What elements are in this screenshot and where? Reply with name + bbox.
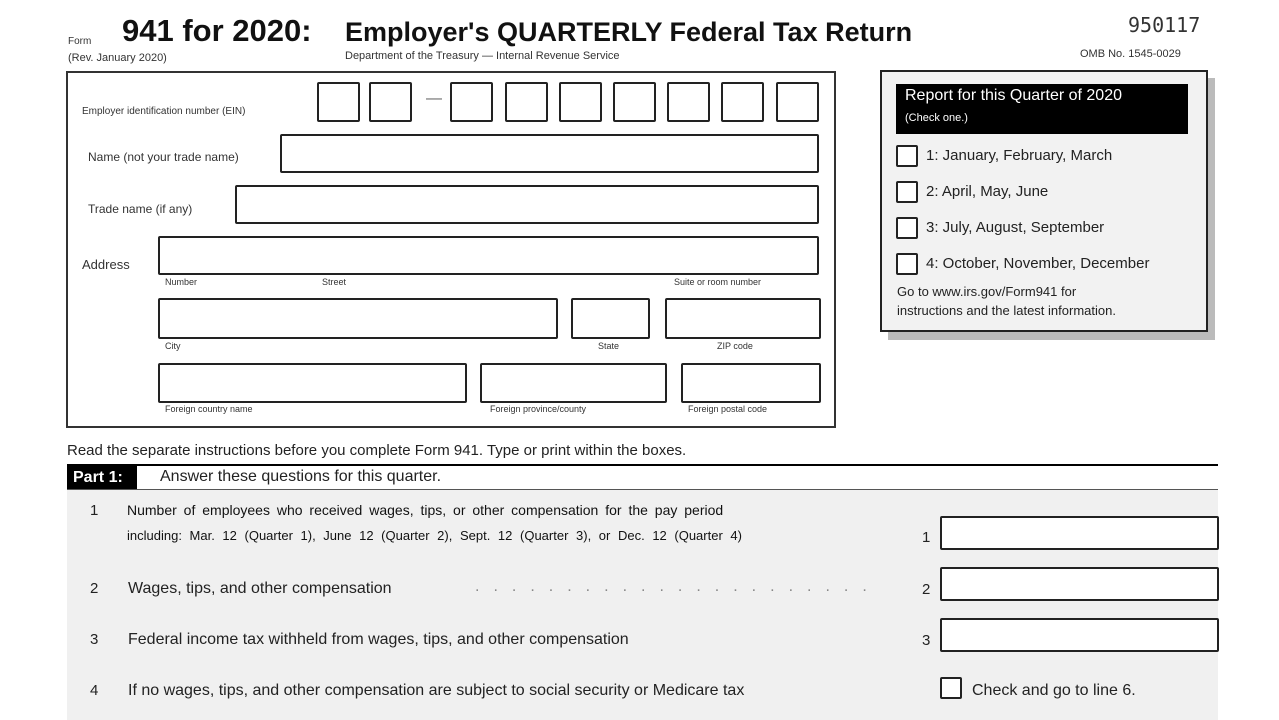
ein-label: Employer identification number (EIN) [82,106,246,117]
quarter-4-label: 4: October, November, December [926,255,1150,272]
line-3-text: Federal income tax withheld from wages, tips, and other compensation [128,631,629,648]
line-2-text: Wages, tips, and other compensation [128,580,392,597]
foreign-postal-label: Foreign postal code [688,404,768,414]
department: Department of the Treasury — Internal Revenue Service [345,50,620,62]
line-2-number: 2 [90,580,99,597]
ein-digit-4[interactable] [505,82,548,122]
ein-digit-8[interactable] [721,82,764,122]
line-1-text-2: including: Mar. 12 (Quarter 1), June 12 (Quarter 2), Sept. 12 (Quarter 3), or Dec. 12 (Quarter 4) [127,528,742,543]
quarter-note-1: Go to www.irs.gov/Form941 for [897,284,1077,299]
line-3-input[interactable] [940,618,1219,652]
name-input[interactable] [280,134,819,173]
number-label: Number [165,277,198,287]
quarter-3-checkbox[interactable] [896,217,918,239]
state-input[interactable] [571,298,650,339]
form-title: Employer's QUARTERLY Federal Tax Return [345,17,913,47]
quarter-2-checkbox[interactable] [896,181,918,203]
trade-name-label: Trade name (if any) [88,202,193,216]
quarter-1-label: 1: January, February, March [926,147,1113,164]
ein-digit-1[interactable] [317,82,360,122]
foreign-country-label: Foreign country name [165,404,253,414]
form-number: 941 for 2020: [122,13,312,48]
ein-digit-6[interactable] [613,82,656,122]
city-label: City [165,341,181,351]
line-4-check-label: Check and go to line 6. [972,682,1136,699]
line-3-number: 3 [90,631,99,648]
quarter-2-label: 2: April, May, June [926,183,1049,200]
line-3-ref: 3 [922,632,931,649]
line-1-number: 1 [90,502,99,519]
form-code: 950117 [1128,13,1201,37]
line-2-ref: 2 [922,581,931,598]
part1-top-rule [67,464,1218,466]
name-label: Name (not your trade name) [88,150,239,164]
ein-digit-2[interactable] [369,82,412,122]
quarter-note-2: instructions and the latest information. [897,303,1116,318]
zip-label: ZIP code [717,341,753,351]
quarter-subtitle: (Check one.) [905,112,968,124]
ein-dash: — [426,90,442,107]
address-label: Address [82,257,130,272]
suite-label: Suite or room number [674,277,762,287]
line-1-text-1: Number of employees who received wages, tips, or other compensation for the pay period [127,502,724,518]
foreign-province-label: Foreign province/county [490,404,587,414]
quarter-4-checkbox[interactable] [896,253,918,275]
ein-digit-5[interactable] [559,82,602,122]
city-input[interactable] [158,298,558,339]
state-label: State [598,341,620,351]
line-4-checkbox[interactable] [940,677,962,699]
ein-digit-3[interactable] [450,82,493,122]
foreign-province-input[interactable] [480,363,667,403]
line-4-number: 4 [90,682,99,699]
instructions-text: Read the separate instructions before you complete Form 941. Type or print within the boxes. [67,442,687,459]
street-address-input[interactable] [158,236,819,275]
ein-digit-9[interactable] [776,82,819,122]
form-word: Form [68,36,92,47]
foreign-postal-input[interactable] [681,363,821,403]
line-2-input[interactable] [940,567,1219,601]
ein-digit-7[interactable] [667,82,710,122]
line-2-leader: ...................... [475,578,881,595]
line-1-input[interactable] [940,516,1219,550]
quarter-1-checkbox[interactable] [896,145,918,167]
trade-name-input[interactable] [235,185,819,224]
quarter-3-label: 3: July, August, September [926,219,1105,236]
zip-input[interactable] [665,298,821,339]
street-label: Street [322,277,347,287]
foreign-country-input[interactable] [158,363,467,403]
line-1-ref: 1 [922,529,931,546]
line-4-text: If no wages, tips, and other compensation are subject to social security or Medicare tax [128,682,745,699]
omb-number: OMB No. 1545-0029 [1080,48,1181,60]
quarter-title: Report for this Quarter of 2020 [905,87,1122,104]
revision: (Rev. January 2020) [68,52,167,64]
part1-title: Answer these questions for this quarter. [160,468,442,485]
part1-label: Part 1: [73,469,123,486]
